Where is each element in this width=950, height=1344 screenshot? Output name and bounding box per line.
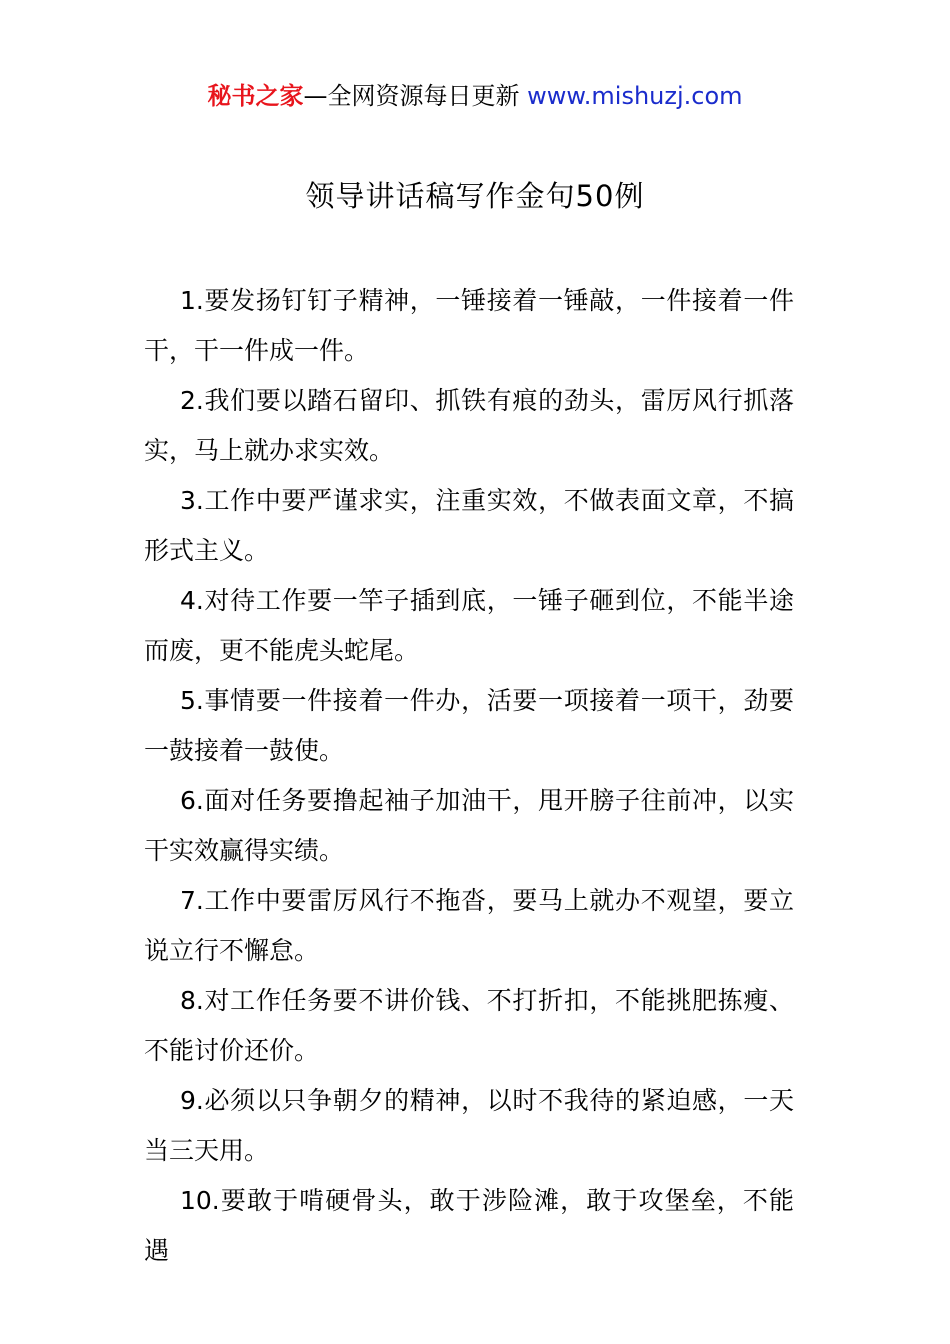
site-url-link[interactable]: www.mishuzj.com xyxy=(527,82,743,110)
site-header xyxy=(0,80,950,112)
list-item: 5.事情要一件接着一件办，活要一项接着一项干，劲要一鼓接着一鼓使。 xyxy=(144,686,794,765)
list-item: 7.工作中要雷厉风行不拖沓，要马上就办不观望，要立说立行不懈怠。 xyxy=(144,886,794,965)
brand-name: 秘书之家 xyxy=(207,82,304,110)
list-item: 8.对工作任务要不讲价钱、不打折扣，不能挑肥拣瘦、不能讨价还价。 xyxy=(144,986,794,1065)
list-item: 1.要发扬钉钉子精神，一锤接着一锤敲，一件接着一件干，干一件成一件。 xyxy=(144,286,794,365)
document-title: 领导讲话稿写作金句50例 xyxy=(305,179,645,213)
list-item: 10.要敢于啃硬骨头，敢于涉险滩，敢于攻堡垒，不能遇 xyxy=(144,1186,794,1265)
list-item: 6.面对任务要撸起袖子加油干，甩开膀子往前冲，以实干实效赢得实绩。 xyxy=(144,786,794,865)
header-slogan: —全网资源每日更新 xyxy=(303,82,520,110)
list-item: 9.必须以只争朝夕的精神，以时不我待的紧迫感，一天当三天用。 xyxy=(144,1086,794,1165)
list-item: 2.我们要以踏石留印、抓铁有痕的劲头，雷厉风行抓落实，马上就办求实效。 xyxy=(144,386,794,465)
list-item: 3.工作中要严谨求实，注重实效，不做表面文章，不搞形式主义。 xyxy=(144,486,794,565)
document-body xyxy=(144,276,794,1276)
list-item: 4.对待工作要一竿子插到底，一锤子砸到位，不能半途而废，更不能虎头蛇尾。 xyxy=(144,586,794,665)
